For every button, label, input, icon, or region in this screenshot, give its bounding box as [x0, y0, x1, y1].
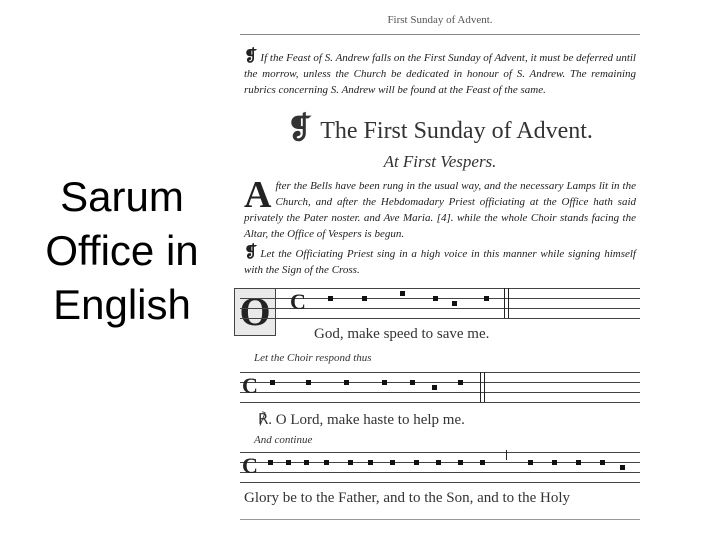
chant-note — [368, 460, 373, 465]
versicle-text: God, make speed to save me. — [314, 326, 490, 342]
rubric-priest — [244, 246, 636, 278]
bar-line — [508, 288, 509, 318]
paragraph-mark-icon: ❡ — [287, 112, 313, 145]
staff-line — [240, 482, 640, 483]
staff-line — [240, 392, 640, 393]
chant-note — [600, 460, 605, 465]
chant-note — [414, 460, 419, 465]
chant-note — [458, 380, 463, 385]
bar-line — [480, 372, 481, 402]
rubric-andrew-line-1: If the Feast of S. Andrew falls on the First Sunday of Advent, it must be deferred until — [260, 52, 636, 64]
rubric-andrew-line-3: rubrics concerning S. Andrew will be found at the Feast of the same. — [244, 84, 546, 96]
illuminated-initial: O — [234, 288, 276, 336]
bar-line — [506, 450, 507, 460]
heading-text: The First Sunday of Advent. — [320, 118, 593, 144]
drop-cap: A — [244, 174, 272, 216]
staff-line — [240, 472, 640, 473]
chant-note — [348, 460, 353, 465]
book-page — [240, 0, 640, 522]
chant-note — [458, 460, 463, 465]
chant-note — [328, 296, 333, 301]
chant-note — [268, 460, 273, 465]
slide-title — [22, 170, 222, 332]
chant-note — [452, 301, 457, 306]
chant-note — [436, 460, 441, 465]
staff-line — [240, 318, 640, 319]
chant-note — [324, 460, 329, 465]
choir-rubric: Let the Choir respond thus — [254, 352, 372, 364]
chant-note — [410, 380, 415, 385]
rubric-priest-line-1: Let the Officiating Priest sing in a high voice in this manner while signing himself with — [244, 248, 636, 276]
rubric-andrew — [244, 50, 636, 98]
slide-title-line-2: Office in — [45, 227, 199, 274]
c-clef-icon: C — [242, 373, 258, 398]
response-text: ℟. O Lord, make haste to help me. — [258, 412, 465, 428]
chant-staff-2 — [240, 372, 640, 406]
chant-note — [528, 460, 533, 465]
chant-note — [382, 380, 387, 385]
chant-note — [362, 296, 367, 301]
slide-title-line-3: English — [53, 281, 191, 328]
paragraph-mark-icon: ❡ — [244, 48, 258, 65]
chant-note — [552, 460, 557, 465]
rubric-bells-line-2: Church, and after the Hebdomadary Priest officiating at the Office hath said — [275, 196, 636, 208]
page-subheading: At First Vespers. — [383, 152, 497, 171]
chant-note — [576, 460, 581, 465]
chant-note — [344, 380, 349, 385]
staff-line — [240, 372, 640, 373]
bottom-rule — [240, 519, 640, 520]
rubric-bells — [244, 174, 636, 242]
c-clef-icon: C — [290, 289, 306, 314]
gloria-text: Glory be to the Father, and to the Son, and to the Holy — [244, 490, 571, 506]
rubric-bells-line-1: fter the Bells have been rung in the usual way, and the necessary Lamps lit in the — [275, 180, 636, 192]
top-rule — [240, 34, 640, 35]
bar-line — [504, 288, 505, 318]
chant-note — [433, 296, 438, 301]
page-heading — [240, 112, 640, 145]
slide-title-line-1: Sarum — [60, 173, 184, 220]
continue-rubric: And continue — [254, 434, 313, 446]
chant-staff-1 — [240, 288, 640, 322]
rubric-priest-line-2: the Sign of the Cross. — [265, 264, 360, 276]
chant-staff-3 — [240, 452, 640, 486]
staff-line — [240, 382, 640, 383]
chant-note — [306, 380, 311, 385]
c-clef-icon: C — [242, 453, 258, 478]
paragraph-mark-icon: ❡ — [244, 244, 258, 261]
chant-note — [390, 460, 395, 465]
chant-note — [620, 465, 625, 470]
chant-note — [400, 291, 405, 296]
rubric-andrew-line-2: the morrow, unless the Church be dedicated in honour of S. Andrew. The remaining — [244, 68, 636, 80]
chant-note — [304, 460, 309, 465]
chant-note — [286, 460, 291, 465]
chant-note — [484, 296, 489, 301]
running-head: First Sunday of Advent. — [387, 14, 493, 26]
chant-note — [270, 380, 275, 385]
bar-line — [484, 372, 485, 402]
staff-line — [240, 452, 640, 453]
chant-note — [480, 460, 485, 465]
staff-line — [240, 402, 640, 403]
rubric-bells-line-4: Altar, the Office of Vespers is begun. — [244, 228, 405, 240]
chant-note — [432, 385, 437, 390]
rubric-bells-line-3: privately the Pater noster. and Ave Maria. [4]. while the whole Choir stands facing the — [244, 212, 636, 224]
